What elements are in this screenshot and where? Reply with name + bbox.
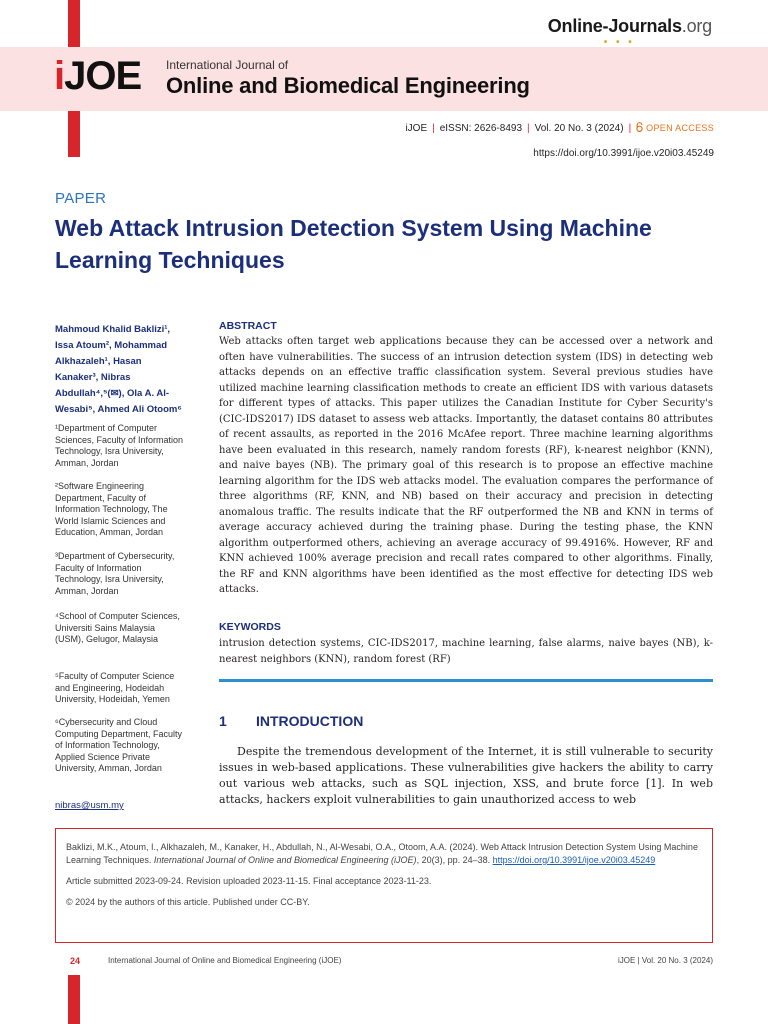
issue-volume: Vol. 20 No. 3 (2024) [534,123,624,134]
citation-reference [66,841,702,867]
affiliation-6: ⁶Cybersecurity and Cloud Computing Department, Faculty of Information Technology, Applied Science Private University, Amman, Jordan [55,717,183,773]
license-text: © 2024 by the authors of this article. Published under CC-BY. [66,897,310,907]
paper-type: PAPER [55,190,107,207]
open-lock-icon [636,122,643,132]
section-divider [219,679,713,682]
issue-journal: iJOE [405,123,428,134]
open-access-label: OPEN ACCESS [646,123,714,133]
affiliation-5: ⁵Faculty of Computer Science and Engineering, Hodeidah University, Hodeidah, Yemen [55,671,175,704]
logo-i: i [54,54,65,98]
corresponding-email[interactable]: nibras@usm.my [55,800,124,811]
site-name[interactable] [547,16,712,48]
keywords-text: intrusion detection systems, CIC-IDS2017, machine learning, false alarms, naive bayes (NB), k-nearest neighbors (KNN), random forest (RF) [219,638,713,665]
citation-pages: , 20(3), pp. 24–38. [416,855,493,865]
keywords-heading: KEYWORDS [219,621,281,633]
site-dots-icon: • • • [603,37,635,48]
open-access-badge[interactable] [636,123,714,133]
introduction-heading [219,713,363,729]
logo-rest: JOE [64,54,142,98]
affiliation-4: ⁴School of Computer Sciences, Universiti Sains Malaysia (USM), Gelugor, Malaysia [55,611,180,644]
citation-authors: Baklizi, M.K., Atoum, I., Alkhazaleh, M., Kanaker, H., Abdullah, N., Al-Wesabi, O.A., Otoom, A.A. (2024). Web Attack Intrusion Detection System Using Machine Learning Techniques. [66,842,698,865]
affiliation-2: ²Software Engineering Department, Faculty of Information Technology, The World Islamic Sciences and Education, Amman, Jordan [55,481,168,537]
issue-eissn: eISSN: 2626-8493 [439,123,522,134]
affiliation-1: ¹Department of Computer Sciences, Faculty of Information Technology, Isra University, Amman, Jordan [55,423,184,468]
site-tld: .org [681,16,712,36]
footer-journal: International Journal of Online and Biomedical Engineering (iJOE) [108,956,342,965]
separator: | [527,123,530,134]
paper-title: Web Attack Intrusion Detection System Using Machine Learning Techniques [55,215,652,273]
site-name-text: Online-Journals [547,16,682,36]
citation-journal: International Journal of Online and Biomedical Engineering (iJOE) [153,855,417,865]
author-list: Mahmoud Khalid Baklizi¹, Issa Atoum², Mohammad Alkhazaleh¹, Hasan Kanaker³, Nibras Abdullah⁴,⁵(✉), Ola A. Al-Wesabi⁵, Ahmed Ali Otoom⁶ [55,324,182,415]
issue-info [405,122,714,134]
affiliation-3: ³Department of Cybersecurity, Faculty of Information Technology, Isra University, Amman, Jordan [55,551,175,596]
separator: | [432,123,435,134]
journal-subtitle: International Journal of [166,58,289,72]
abstract-heading: ABSTRACT [219,320,277,332]
section-title: INTRODUCTION [256,713,364,729]
article-dates: Article submitted 2023-09-24. Revision uploaded 2023-11-15. Final acceptance 2023-11-23. [66,876,432,886]
journal-logo [54,56,141,96]
footer-issue: iJOE | Vol. 20 No. 3 (2024) [617,956,713,965]
doi-link[interactable]: https://doi.org/10.3991/ijoe.v20i03.45249 [533,148,714,159]
separator: | [628,123,632,134]
journal-name: Online and Biomedical Engineering [166,73,530,98]
introduction-text: Despite the tremendous development of the Internet, it is still vulnerable to security issues in web-based applications. These vulnerabilities give hackers the ability to carry out various web attacks, such as SQL injection, XSS, and brute force [1]. In web attacks, hackers exploit vulnerabilities to gain unauthorized access to web [219,745,713,806]
abstract-text: Web attacks often target web applications because they can be accessed over a network and often have vulnerabilities. The success of an intrusion detection system (IDS) in detecting web attacks depends on an effective traffic classification system. Several previous studies have utilized machine learning classification methods to create an efficient IDS with various datasets for different types of attacks. This paper utilizes the Canadian Institute for Cyber Security's (CIC-IDS2017) IDS dataset to assess web attacks. Importantly, the dataset contains 80 attributes of recent assaults, as reported in the 2016 McAfee report. Three machine learning algorithms have been evaluated in this research, namely random forests (RF), k-nearest neighbor (KNN), and naive bayes (NB). The primary goal of this research is to propose an effective machine learning algorithm for the IDS web attacks model. The evaluation compares the performance of three algorithms (RF, KNN, and NB) based on their accuracy and precision in detecting anomalous traffic. The results indicate that the RF outperformed the NB and KNN in terms of average accuracy achieved during the training phase. During the testing phase, the KNN algorithm outperformed others, achieving an average accuracy of 99.4916%. However, RF and KNN achieved 100% average precision and recall rates compared to other algorithms. Finally, the RF and KNN algorithms have been identified as the most effective for detecting IDS web attacks. [219,336,713,595]
bottom-red-bar [68,975,80,1024]
citation-doi-link[interactable]: https://doi.org/10.3991/ijoe.v20i03.45249 [492,855,656,865]
citation-box [55,828,713,943]
page-number: 24 [70,956,81,966]
section-number: 1 [219,713,227,729]
